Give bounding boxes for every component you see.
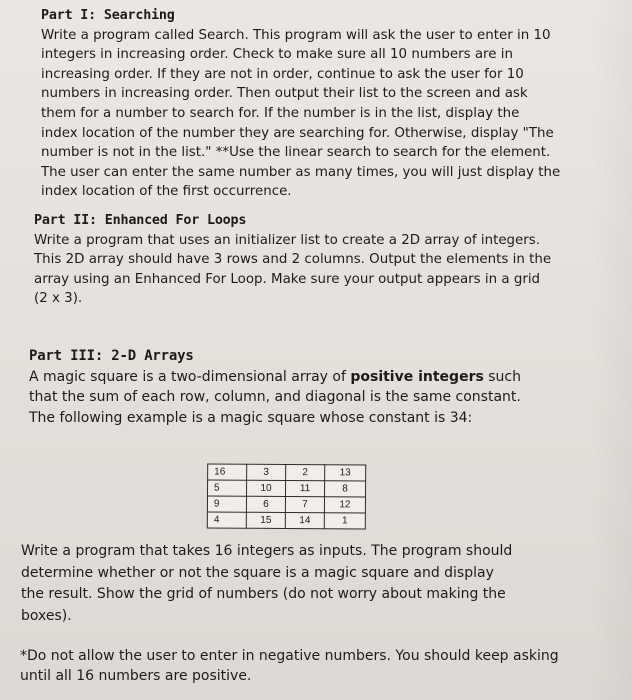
part3-task-line: determine whether or not the square is a magic square and display bbox=[21, 564, 494, 581]
part3-title: Part III: 2-D Arrays bbox=[29, 348, 194, 364]
part3-line-1 bbox=[29, 367, 521, 388]
part1-line: The user can enter the same number as many times, you will just display the bbox=[41, 164, 561, 180]
part3-section bbox=[29, 346, 521, 428]
part3-task bbox=[21, 541, 512, 627]
part1-section bbox=[41, 6, 560, 202]
table-cell: 12 bbox=[324, 497, 365, 513]
table-row bbox=[207, 512, 365, 529]
table-cell: 9 bbox=[207, 496, 246, 512]
table-cell: 7 bbox=[285, 496, 324, 512]
table-row bbox=[208, 480, 366, 497]
table-cell: 1 bbox=[324, 513, 365, 529]
part2-line: array using an Enhanced For Loop. Make sure your output appears in a grid bbox=[34, 271, 541, 287]
part3-emphasis: positive integers bbox=[350, 368, 484, 385]
table-cell: 4 bbox=[207, 512, 246, 528]
table-cell: 16 bbox=[208, 464, 247, 480]
part1-line: integers in increasing order. Check to make sure all 10 numbers are in bbox=[41, 47, 513, 63]
part1-line: them for a number to search for. If the number is in the list, display the bbox=[41, 105, 520, 121]
table-cell: 10 bbox=[247, 480, 286, 496]
part1-title: Part I: Searching bbox=[41, 8, 175, 23]
table-row bbox=[208, 464, 366, 481]
part2-section bbox=[34, 211, 551, 309]
table-cell: 2 bbox=[286, 464, 325, 480]
part1-line: Write a program called Search. This program will ask the user to enter in 10 bbox=[41, 27, 551, 43]
part1-line: number is not in the list." **Use the linear search to search for the element. bbox=[41, 145, 551, 161]
note-line: until all 16 numbers are positive. bbox=[20, 667, 252, 684]
part1-line: index location of the first occurrence. bbox=[41, 184, 292, 200]
part3-line-1-pre: A magic square is a two-dimensional array of bbox=[29, 368, 351, 385]
table-cell: 6 bbox=[246, 496, 285, 512]
part3-task-line: Write a program that takes 16 integers as inputs. The program should bbox=[21, 543, 513, 559]
part3-task-line: boxes). bbox=[21, 607, 72, 624]
part3-note bbox=[20, 647, 559, 686]
table-cell: 14 bbox=[285, 512, 324, 528]
table-cell: 11 bbox=[286, 480, 325, 496]
table-cell: 13 bbox=[325, 465, 366, 481]
table-cell: 15 bbox=[246, 512, 285, 528]
part1-line: index location of the number they are searching for. Otherwise, display "The bbox=[41, 125, 554, 141]
note-line: *Do not allow the user to enter in negative numbers. You should keep asking bbox=[20, 648, 559, 664]
part3-line-1-post: such bbox=[483, 368, 521, 385]
table-cell: 5 bbox=[208, 480, 247, 496]
part2-title: Part II: Enhanced For Loops bbox=[34, 213, 247, 228]
part1-line: numbers in increasing order. Then output their list to the screen and ask bbox=[41, 86, 528, 102]
part3-line-2: that the sum of each row, column, and diagonal is the same constant. bbox=[29, 389, 521, 406]
table-row bbox=[207, 496, 365, 513]
part3-task-line: the result. Show the grid of numbers (do not worry about making the bbox=[21, 586, 506, 602]
page-shadow bbox=[592, 0, 632, 700]
part2-line: Write a program that uses an initializer list to create a 2D array of integers. bbox=[34, 232, 541, 248]
part1-line: increasing order. If they are not in order, continue to ask the user for 10 bbox=[41, 66, 524, 82]
part3-line-3: The following example is a magic square whose constant is 34: bbox=[29, 409, 473, 426]
table-cell: 3 bbox=[247, 464, 286, 480]
part2-line: This 2D array should have 3 rows and 2 columns. Output the elements in the bbox=[34, 252, 552, 268]
table-cell: 8 bbox=[324, 481, 365, 497]
magic-square-table bbox=[207, 463, 366, 529]
part2-line: (2 x 3). bbox=[34, 291, 83, 307]
